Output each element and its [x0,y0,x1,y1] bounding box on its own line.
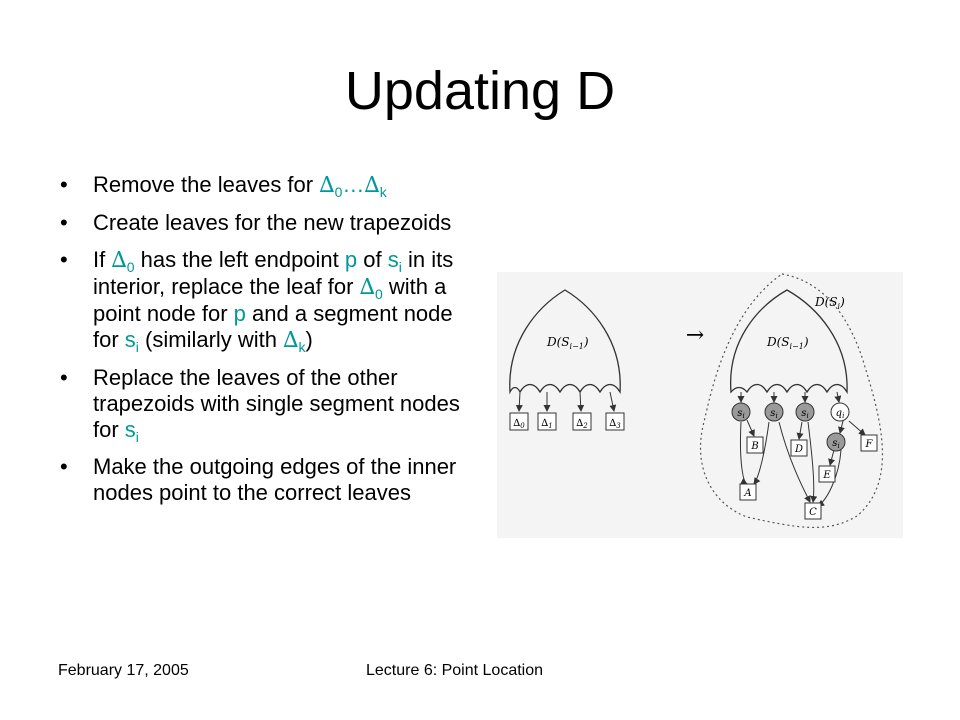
leaf-b-label: B [751,441,759,452]
bullet-dot: • [60,365,68,390]
leaf-f-label: F [865,439,873,450]
bullet-list [60,172,480,517]
leaf-e-label: E [823,470,831,481]
search-structure-figure [497,272,903,538]
segment-node-label: $s_i$ [770,408,778,420]
bullet-dot: • [60,210,68,235]
transform-arrow-icon: → [685,323,705,348]
bullet-dot: • [60,454,68,479]
leaf-delta-1-label: $\Delta_1$ [541,418,553,430]
footer-date: February 17, 2005 [58,662,189,679]
leaf-delta-3-label: $\Delta_3$ [609,418,621,430]
leaf-d-label: D [794,444,804,455]
bullet-dot: • [60,247,68,272]
slide-title: Updating D [344,61,616,121]
search-structure-diagram [497,272,903,538]
bullet-dot: • [60,172,68,197]
footer-lecture-title: Lecture 6: Point Location [366,662,544,679]
leaf-delta-0-label: $\Delta_0$ [513,418,525,430]
segment-node-label: $s_i$ [801,408,809,420]
point-node-label: $q_i$ [835,408,845,420]
bullet-remove-leaves: • Remove the leaves for $\Delta_0\dots\Delta_k$ [60,172,387,200]
bullet-replace-other-leaves: • Replace the leaves of the other trapezoids with single segment nodes for $s_i$ [60,365,460,445]
new-tree-label: $D(S_{i-1})$ [767,335,809,351]
bullet-outgoing-edges: • Make the outgoing edges of the inner nodes point to the correct leaves [60,454,457,505]
bullet-create-leaves: • Create leaves for the new trapezoids [60,210,452,235]
bullet-left-endpoint: • If $\Delta_0$ has the left endpoint p of $s_i$ in its interior, replace the leaf for $\Delta_0$ with a point node for p and a segment node for $s_i$ (similarly with $\Delta_k$) [60,247,454,355]
outer-label: $D(S_i)$ [815,295,845,311]
leaf-delta-2-label: $\Delta_2$ [576,418,588,430]
leaf-a-label: A [744,488,752,499]
old-tree-label: $D(S_{i-1})$ [547,335,589,351]
leaf-c-label: C [809,507,817,518]
segment-node-label: $s_i$ [832,438,840,450]
segment-node-label: $s_i$ [737,408,745,420]
